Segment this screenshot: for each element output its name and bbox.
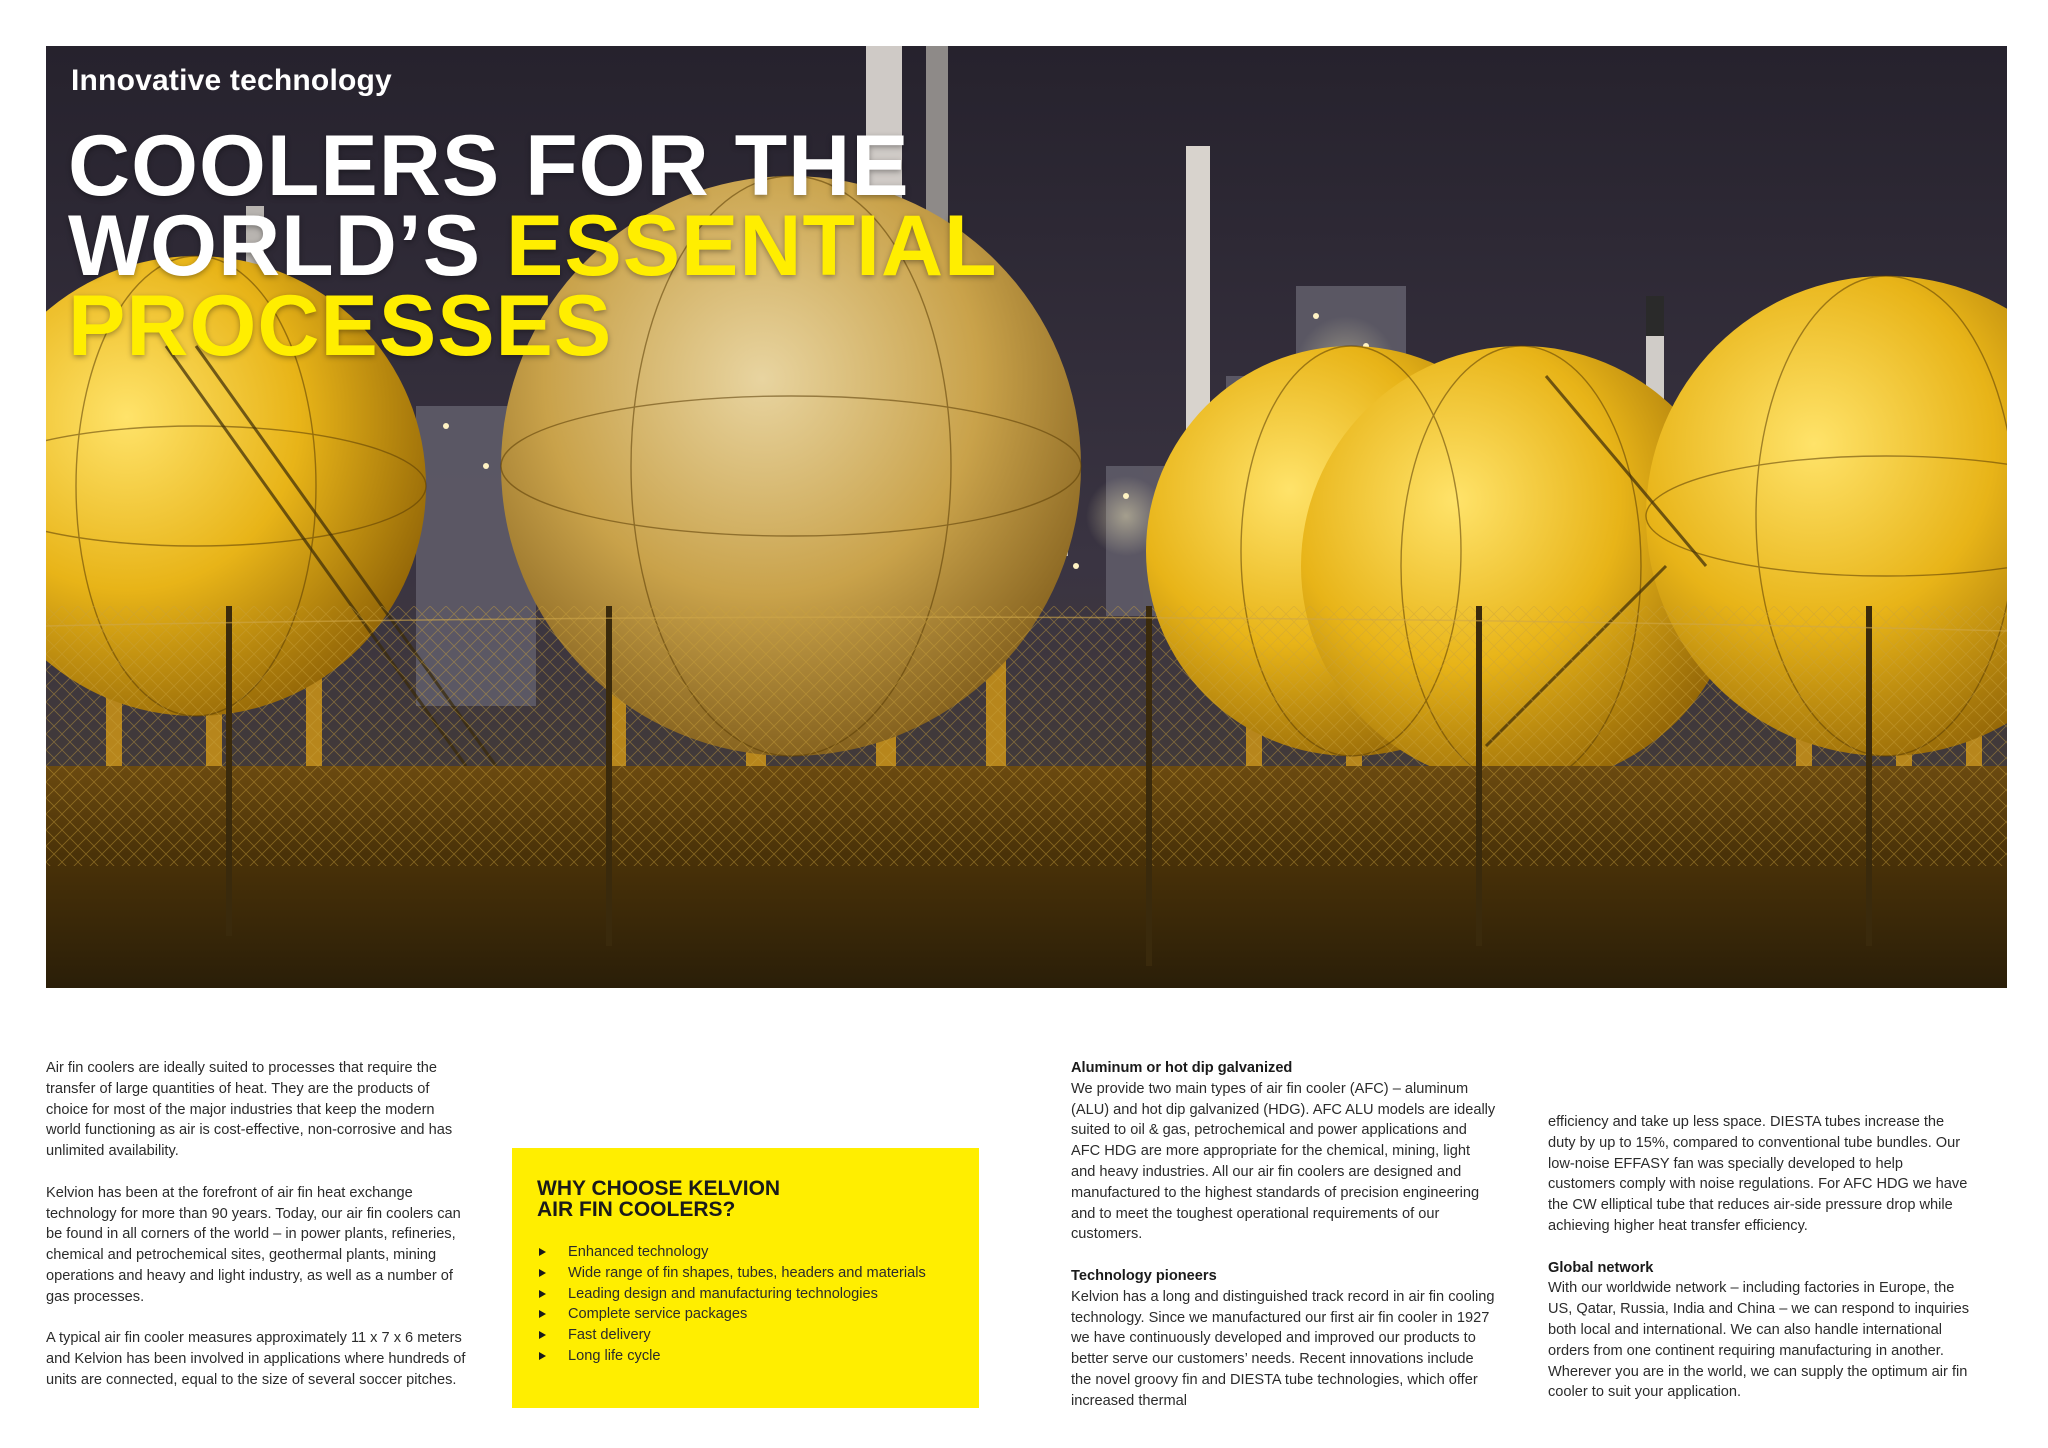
headline-line-3: PROCESSES: [68, 278, 613, 374]
headline-line-2-white: WORLD’S: [68, 198, 506, 294]
headline-line-1: COOLERS FOR THE: [68, 118, 910, 214]
why-choose-title: WHY CHOOSE KELVION AIR FIN COOLERS?: [537, 1177, 781, 1221]
bullet-triangle-icon: [539, 1269, 546, 1277]
benefit-item: Long life cycle: [537, 1346, 955, 1367]
continued-network-column: [1548, 1112, 1973, 1424]
aluminum-pioneers-column: [1071, 1058, 1496, 1432]
page-headline: [68, 118, 998, 374]
benefit-list: [537, 1242, 955, 1367]
benefit-item: Enhanced technology: [537, 1242, 955, 1263]
bullet-triangle-icon: [539, 1352, 546, 1360]
benefit-item: Leading design and manufacturing technologies: [537, 1284, 955, 1305]
headline-line-2-yellow: ESSENTIAL: [505, 198, 998, 294]
bullet-triangle-icon: [539, 1248, 546, 1256]
benefit-item: Wide range of fin shapes, tubes, headers and materials: [537, 1263, 955, 1284]
intro-paragraph-3: A typical air fin cooler measures approximately 11 x 7 x 6 meters and Kelvion has been involved in applications where hundreds of units are connected, equal to the size of several soccer pitches.: [46, 1330, 466, 1388]
network-heading: Global network: [1548, 1259, 1654, 1276]
bullet-triangle-icon: [539, 1331, 546, 1339]
benefit-item: Fast delivery: [537, 1325, 955, 1346]
aluminum-body: We provide two main types of air fin cooler (AFC) – aluminum (ALU) and hot dip galvanized (HDG). AFC ALU models are ideally suited to oil & gas, petrochemical and power applications and AFC HDG are more appropriate for the chemical, mining, light and heavy industries. All our air fin coolers are designed and manufactured to the highest standards of precision engineering and to meet the toughest operational requirements of our customers.: [1071, 1080, 1496, 1243]
intro-paragraph-1: Air fin coolers are ideally suited to processes that require the transfer of large quantities of heat. They are the products of choice for most of the major industries that keep the modern world functioning as air is cost-effective, non-corrosive and has unlimited availability.: [46, 1060, 453, 1160]
bullet-triangle-icon: [539, 1310, 546, 1318]
intro-column: [46, 1058, 471, 1412]
intro-paragraph-2: Kelvion has been at the forefront of air fin heat exchange technology for more than 90 years. Today, our air fin coolers can be found in all corners of the world – in power plants, refineries, chemical and petrochemical sites, geothermal plants, mining operations and heavy and light industry, as well as a number of gas processes.: [46, 1184, 461, 1305]
why-choose-box: [512, 1148, 979, 1408]
section-kicker: Innovative technology: [71, 64, 392, 97]
bullet-triangle-icon: [539, 1290, 546, 1298]
pioneers-heading: Technology pioneers: [1071, 1267, 1217, 1284]
hero-banner: [46, 46, 2007, 988]
benefit-item: Complete service packages: [537, 1304, 955, 1325]
aluminum-heading: Aluminum or hot dip galvanized: [1071, 1060, 1293, 1076]
network-body: With our worldwide network – including factories in Europe, the US, Qatar, Russia, India and China – we can respond to inquiries both local and international. We can also handle international orders from one continent requiring manufacturing in another. Wherever you are in the world, we can supply the optimum air fin cooler to suit your application.: [1548, 1280, 1970, 1401]
continued-body: efficiency and take up less space. DIESTA tubes increase the duty by up to 15%, compared to conventional tube bundles. Our low-noise EFFASY fan was specially developed to help customers comply with noise regulations. For AFC HDG we have the CW elliptical tube that reduces air-side pressure drop while achieving higher heat transfer efficiency.: [1548, 1114, 1968, 1234]
pioneers-body: Kelvion has a long and distinguished track record in air fin cooling technology. Since we manufactured our first air fin cooler in 1927 we have continuously developed and improved our products to better serve our customers’ needs. Recent innovations include the novel groovy fin and DIESTA tube technologies, which offer increased thermal: [1071, 1288, 1495, 1409]
